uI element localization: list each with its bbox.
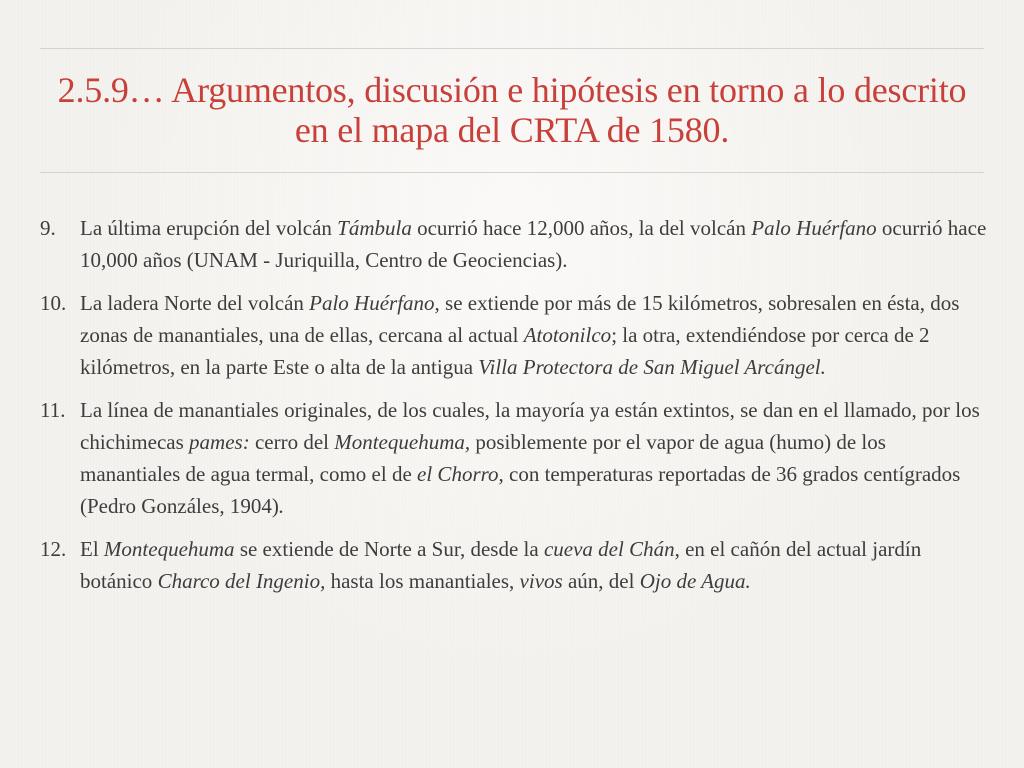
numbered-list — [40, 212, 990, 608]
list-item-11 — [40, 394, 990, 522]
text-segment: La última erupción del volcán — [80, 216, 338, 240]
text-segment: ocurrió hace 10,000 años (UNAM - Juriquilla, Centro de Geociencias). — [80, 216, 987, 272]
italic-text: Ojo de Agua. — [639, 569, 751, 593]
text-segment: ; la otra, extendiéndose por cerca de 2 kilómetros, en la parte Este o alta de la antigua — [80, 323, 930, 379]
italic-text: Palo Huérfano — [309, 291, 435, 315]
text-segment: El — [80, 537, 104, 561]
top-divider — [40, 48, 984, 49]
italic-text: Montequehuma, — [334, 430, 471, 454]
italic-text: Villa Protectora de San Miguel Arcángel. — [478, 355, 826, 379]
bottom-divider — [40, 172, 984, 173]
italic-text: Atotonilco — [523, 323, 612, 347]
italic-text: Montequehuma — [103, 537, 235, 561]
italic-text: cueva del Chán — [543, 537, 675, 561]
list-item-9 — [40, 212, 990, 276]
list-item-number: 11. — [40, 398, 66, 422]
list-item-10 — [40, 287, 990, 383]
text-segment: La línea de manantiales originales, de los cuales, la mayoría ya están extintos, se dan en el llamado, por los chichimecas — [80, 398, 980, 454]
text-segment: ocurrió hace 12,000 años, la del volcán — [411, 216, 752, 240]
italic-text: Támbula — [337, 216, 412, 240]
list-item-text — [80, 394, 990, 522]
list-item-12 — [40, 533, 990, 597]
italic-text: vivos — [519, 569, 563, 593]
text-segment: , se extiende por más de 15 kilómetros, sobresalen en ésta, dos zonas de manantiales, una de ellas, cercana al actual — [80, 291, 960, 347]
text-segment: , en el cañón del actual jardín botánico — [80, 537, 922, 593]
list-item-text — [80, 533, 990, 597]
list-item-number: 12. — [40, 537, 67, 561]
slide-title: 2.5.9… Argumentos, discusión e hipótesis en torno a lo descrito en el mapa del CRTA de 1580. — [57, 70, 967, 150]
italic-text: el Chorro — [417, 462, 499, 486]
list-item-number: 9. — [40, 216, 56, 240]
italic-text: . — [278, 494, 285, 518]
list-item-text — [80, 287, 990, 383]
text-segment: se extiende de Norte a Sur, desde la — [234, 537, 544, 561]
text-segment: , con temperaturas reportadas de 36 grados centígrados (Pedro Gonzáles, 1904) — [80, 462, 961, 518]
text-segment: hasta los manantiales, — [325, 569, 520, 593]
text-segment: aún, del — [562, 569, 640, 593]
italic-text: Palo Huérfano — [751, 216, 877, 240]
italic-text: pames: — [189, 430, 250, 454]
list-item-text — [80, 212, 990, 276]
text-segment: cerro del — [249, 430, 335, 454]
italic-text: Charco del Ingenio, — [157, 569, 326, 593]
text-segment: La ladera Norte del volcán — [80, 291, 310, 315]
text-segment: posiblemente por el vapor de agua (humo) de los manantiales de agua termal, como el de — [80, 430, 886, 486]
list-item-number: 10. — [40, 291, 67, 315]
